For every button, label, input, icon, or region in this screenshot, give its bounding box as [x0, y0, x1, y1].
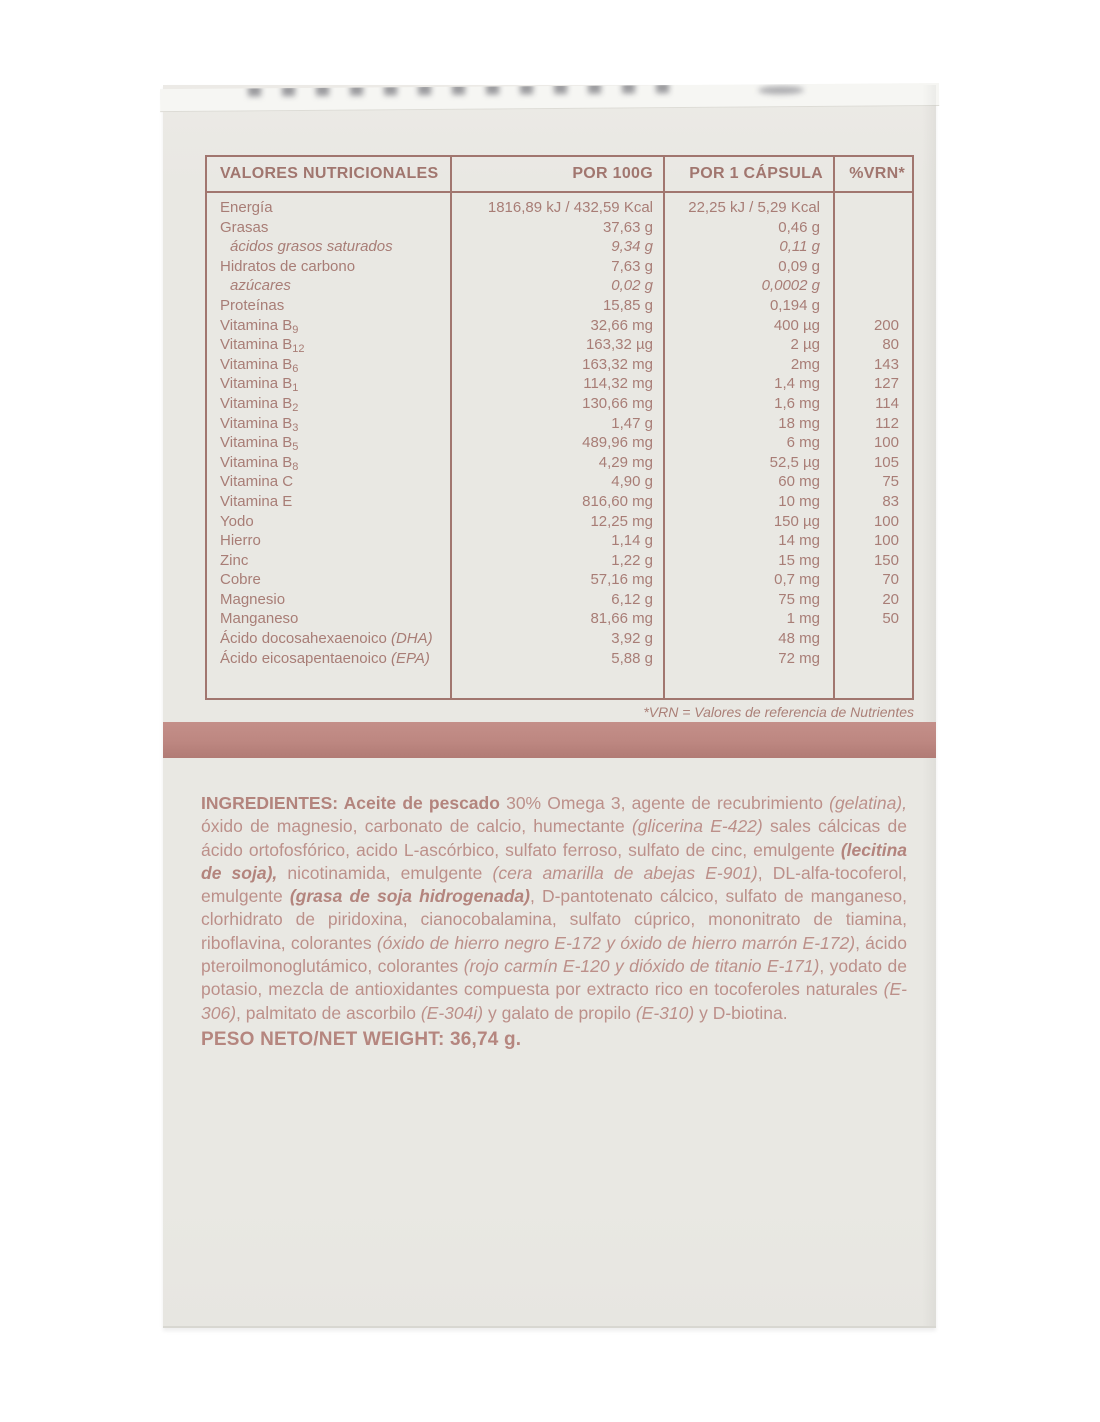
per-100g-value: 163,32 µg — [585, 336, 653, 354]
per-capsule-value: 2mg — [790, 355, 820, 373]
per-100g-value: 6,12 g — [611, 590, 653, 608]
table-row — [207, 394, 912, 414]
table-row — [207, 570, 912, 590]
table-row — [207, 590, 912, 610]
ingredients-segment: , ácido pteroilmonoglutámico, colorantes — [201, 932, 907, 977]
vrn-value — [833, 629, 912, 649]
nutrient-label: Vitamina $B_6$ — [220, 355, 299, 375]
ingredients-segment: y D-biotina. — [694, 1002, 788, 1023]
per-capsule-value: 1,6 mg — [774, 394, 820, 412]
table-row — [207, 414, 912, 434]
nutrient-label: Hidratos de carbono — [220, 257, 356, 275]
ingredients-segment: nicotinamida, emulgente — [277, 862, 493, 883]
table-row — [207, 649, 912, 669]
partial-print-mark — [758, 86, 804, 94]
vrn-value — [833, 237, 912, 257]
vrn-value: 100 — [873, 434, 899, 452]
nutrient-label: Yodo — [220, 512, 254, 530]
per-100g-value: 0,02 g — [611, 277, 653, 295]
per-100g-value: 130,66 mg — [582, 394, 653, 412]
per-capsule-value: 60 mg — [778, 473, 820, 491]
nutrient-label: Vitamina $B_1$ — [220, 375, 299, 395]
vrn-value — [833, 198, 912, 218]
per-capsule-value: 18 mg — [778, 414, 820, 432]
nutrient-label: Vitamina $B_{12}$ — [220, 336, 305, 356]
ingredients-segment: , palmitato de ascorbilo — [236, 1002, 421, 1023]
ingredients-segment: (E-304i) — [420, 1002, 484, 1023]
per-100g-value: 12,25 mg — [590, 512, 653, 530]
ingredients-segment: (E-310) — [635, 1002, 695, 1023]
nutrient-label: Energía — [220, 199, 273, 216]
nutrient-label: Ácido docosahexaenoico (DHA) — [220, 630, 433, 648]
col-header-vrn: %VRN* — [849, 165, 905, 182]
per-capsule-value: 75 mg — [778, 590, 820, 608]
per-capsule-value: 0,46 g — [778, 218, 820, 236]
per-100g-value: 1,47 g — [611, 414, 653, 432]
vrn-value: 114 — [875, 394, 899, 412]
per-capsule-value: 150 µg — [773, 512, 820, 530]
per-100g-value: 57,16 mg — [590, 571, 653, 589]
nutrient-label: Proteínas — [220, 296, 285, 314]
ingredients-segment: (glicerina E-422) — [631, 816, 763, 837]
nutrient-label: Vitamina $B_3$ — [220, 414, 299, 434]
nutrient-label: Cobre — [220, 571, 261, 589]
per-capsule-value: 1,4 mg — [774, 375, 820, 393]
vrn-value: 200 — [873, 316, 899, 334]
per-100g-value: 114,32 mg — [583, 375, 653, 393]
nutrient-label: Zinc — [220, 551, 249, 569]
table-row — [207, 551, 912, 571]
vrn-value: 50 — [882, 610, 899, 628]
table-row — [207, 512, 912, 532]
table-row — [207, 316, 912, 336]
vrn-value: 143 — [873, 355, 899, 373]
ingredients-segment: (E-306) — [201, 979, 907, 1023]
per-capsule-value: 0,7 mg — [774, 571, 820, 589]
per-capsule-value: 22,25 kJ / 5,29 Kcal — [688, 199, 820, 216]
per-capsule-value: 10 mg — [778, 492, 820, 510]
table-row — [207, 433, 912, 453]
table-row — [207, 492, 912, 512]
nutrient-label: Vitamina $B_5$ — [220, 434, 299, 454]
ingredients-segment: , D-pantotenato cálcico, sulfato de manganeso, clorhidrato de piridoxina, cianocobalamina, sulfato cúprico, mononitrato de tiamina, riboflavina, colorantes — [201, 886, 907, 953]
table-row — [207, 198, 912, 218]
per-100g-value: 4,90 g — [611, 473, 653, 491]
per-100g-value: 816,60 mg — [582, 492, 653, 510]
per-capsule-value: 0,0002 g — [761, 277, 820, 295]
nutrient-label: Manganeso — [220, 610, 299, 628]
nutrient-label: Ácido eicosapentaenoico (EPA) — [220, 649, 430, 667]
vrn-value: 80 — [882, 336, 899, 354]
table-row — [207, 374, 912, 394]
per-100g-value: 1816,89 kJ / 432,59 Kcal — [487, 199, 653, 216]
vrn-value: 127 — [873, 375, 899, 393]
nutrient-label: Grasas — [220, 218, 269, 236]
per-capsule-value: 400 µg — [773, 316, 820, 334]
table-row — [207, 296, 912, 316]
vrn-value: 75 — [882, 473, 899, 491]
table-row — [207, 609, 912, 629]
nutrient-label: Vitamina $B_8$ — [220, 453, 299, 473]
per-100g-value: 4,29 mg — [598, 453, 653, 471]
ingredients-segment: (óxido de hierro negro E-172 y óxido de hierro marrón E-172) — [376, 932, 856, 953]
per-capsule-value: 48 mg — [778, 630, 820, 648]
vrn-value — [833, 218, 912, 238]
ingredients-segment: (lecitina de soja), — [201, 839, 907, 883]
per-capsule-value: 14 mg — [778, 532, 820, 550]
ingredients-segment: (grasa de soja hidrogenada) — [289, 886, 530, 907]
per-100g-value: 37,63 g — [602, 218, 653, 236]
vrn-value: 105 — [873, 453, 899, 471]
per-capsule-value: 0,11 g — [779, 238, 820, 256]
per-100g-value: 1,14 g — [611, 532, 653, 550]
ingredients-segment: INGREDIENTES: Aceite de pescado — [201, 793, 507, 813]
nutrient-label: Magnesio — [220, 590, 286, 608]
ingredients-segment: (gelatina), — [829, 793, 907, 813]
table-row — [207, 257, 912, 277]
nutrient-label: Hierro — [220, 532, 261, 550]
table-row — [207, 218, 912, 238]
nutrient-label: Vitamina E — [220, 492, 293, 510]
table-row — [207, 276, 912, 296]
per-capsule-value: 0,194 g — [769, 296, 820, 314]
col-header-por-100g: POR 100G — [572, 165, 653, 182]
col-header-por-1-capsula: POR 1 CÁPSULA — [689, 165, 823, 182]
product-box-back — [163, 85, 936, 1328]
nutrition-table-header — [207, 157, 912, 193]
vrn-footnote: *VRN = Valores de referencia de Nutrientes — [643, 704, 914, 720]
per-100g-value: 489,96 mg — [582, 434, 653, 452]
per-capsule-value: 2 µg — [790, 336, 820, 354]
per-capsule-value: 0,09 g — [778, 257, 820, 275]
nutrient-label: ácidos grasos saturados — [230, 238, 393, 256]
per-100g-value: 5,88 g — [611, 649, 653, 667]
vrn-value — [833, 257, 912, 277]
vrn-value: 20 — [882, 590, 899, 608]
table-row — [207, 629, 912, 649]
ingredients-segment: sales cálcicas de ácido ortofosfórico, acido L-ascórbico, sulfato ferroso, sulfato de cinc, emulgente — [201, 816, 907, 860]
col-header-valores-nutricionales: VALORES NUTRICIONALES — [220, 165, 439, 182]
table-row — [207, 453, 912, 473]
per-100g-value: 3,92 g — [611, 630, 653, 648]
table-row — [207, 355, 912, 375]
table-row — [207, 472, 912, 492]
nutrition-table-body — [207, 193, 912, 668]
per-100g-value: 163,32 mg — [582, 355, 653, 373]
ingredients-segment: , DL-alfa-tocoferol, emulgente — [201, 862, 907, 907]
nutrient-label: Vitamina C — [220, 473, 294, 491]
ingredients-segment: (rojo carmín E-120 y dióxido de titanio E-171) — [463, 956, 820, 977]
per-100g-value: 7,63 g — [611, 257, 653, 275]
per-capsule-value: 15 mg — [778, 551, 820, 569]
ingredients-segment: óxido de magnesio, carbonato de calcio, humectante — [201, 816, 632, 837]
decorative-band — [163, 722, 936, 758]
per-100g-value: 15,85 g — [602, 296, 653, 314]
ingredients-paragraph — [201, 792, 907, 1025]
vrn-value: 100 — [873, 512, 899, 530]
per-capsule-value: 1 mg — [786, 610, 820, 628]
vrn-value — [833, 649, 912, 669]
per-100g-value: 1,22 g — [611, 551, 653, 569]
vrn-value: 70 — [882, 571, 899, 589]
table-row — [207, 237, 912, 257]
ingredients-segment: y galato de propilo — [483, 1002, 636, 1023]
nutrient-label: azúcares — [230, 277, 291, 295]
vrn-value: 112 — [875, 414, 899, 432]
vrn-value: 83 — [882, 492, 899, 510]
per-capsule-value: 52,5 µg — [769, 453, 820, 471]
box-right-edge-shading — [922, 85, 936, 1326]
per-100g-value: 81,66 mg — [590, 610, 653, 628]
box-top-flap — [160, 83, 939, 112]
table-row — [207, 531, 912, 551]
per-100g-value: 32,66 mg — [590, 316, 653, 334]
nutrition-table — [205, 155, 914, 700]
vrn-value: 100 — [873, 532, 899, 550]
ingredients-segment: , yodato de potasio, mezcla de antioxidantes compuesta por extracto rico en tocoferoles naturales — [201, 956, 907, 1000]
net-weight-text: PESO NETO/NET WEIGHT: 36,74 g. — [201, 1029, 522, 1050]
ingredients-segment: (cera amarilla de abejas E-901) — [492, 862, 758, 883]
vrn-value — [833, 296, 912, 316]
table-row — [207, 335, 912, 355]
per-capsule-value: 6 mg — [786, 434, 820, 452]
per-capsule-value: 72 mg — [778, 649, 820, 667]
vrn-value — [833, 276, 912, 296]
nutrient-label: Vitamina $B_2$ — [220, 394, 299, 414]
nutrient-label: Vitamina $B_9$ — [220, 316, 299, 336]
per-100g-value: 9,34 g — [611, 238, 653, 256]
vrn-value: 150 — [873, 551, 899, 569]
ingredients-segment: 30% Omega 3, agente de recubrimiento — [506, 793, 830, 813]
partial-brand-text — [248, 83, 688, 96]
